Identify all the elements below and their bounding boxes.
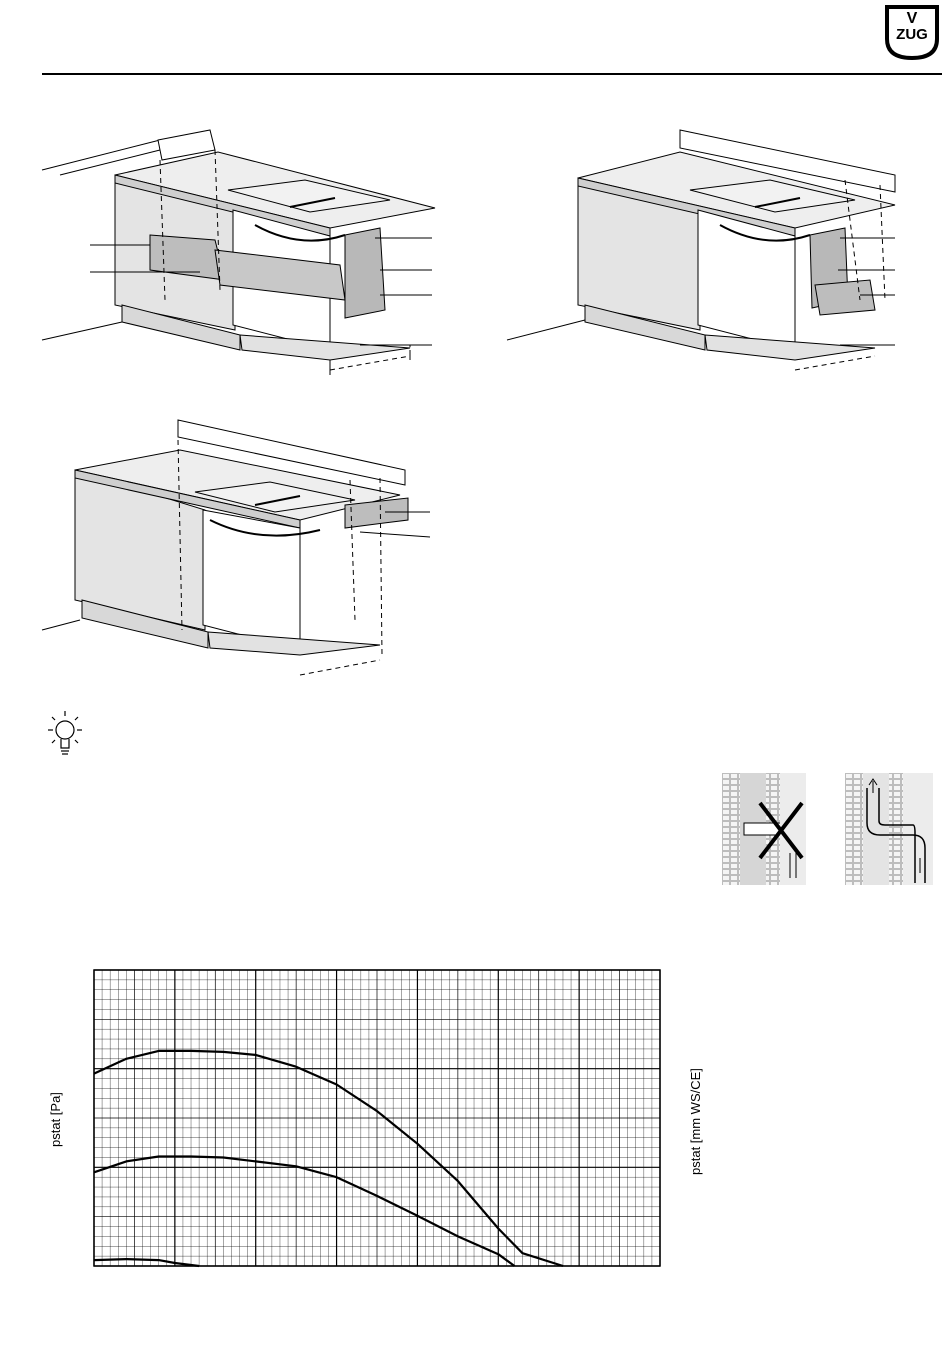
tip-lightbulb-icon: [40, 708, 90, 764]
wrong-duct-icon: [722, 773, 812, 888]
right-axis-label: pstat [mm WS/CE]: [688, 1068, 703, 1175]
series-line-3: [94, 1259, 199, 1266]
logo-text-zug: ZUG: [896, 26, 928, 43]
correct-duct-icon: [845, 773, 940, 888]
pressure-chart: [94, 970, 660, 1266]
left-axis-label: pstat [Pa]: [48, 1092, 63, 1147]
logo-text-v: V: [906, 10, 918, 27]
